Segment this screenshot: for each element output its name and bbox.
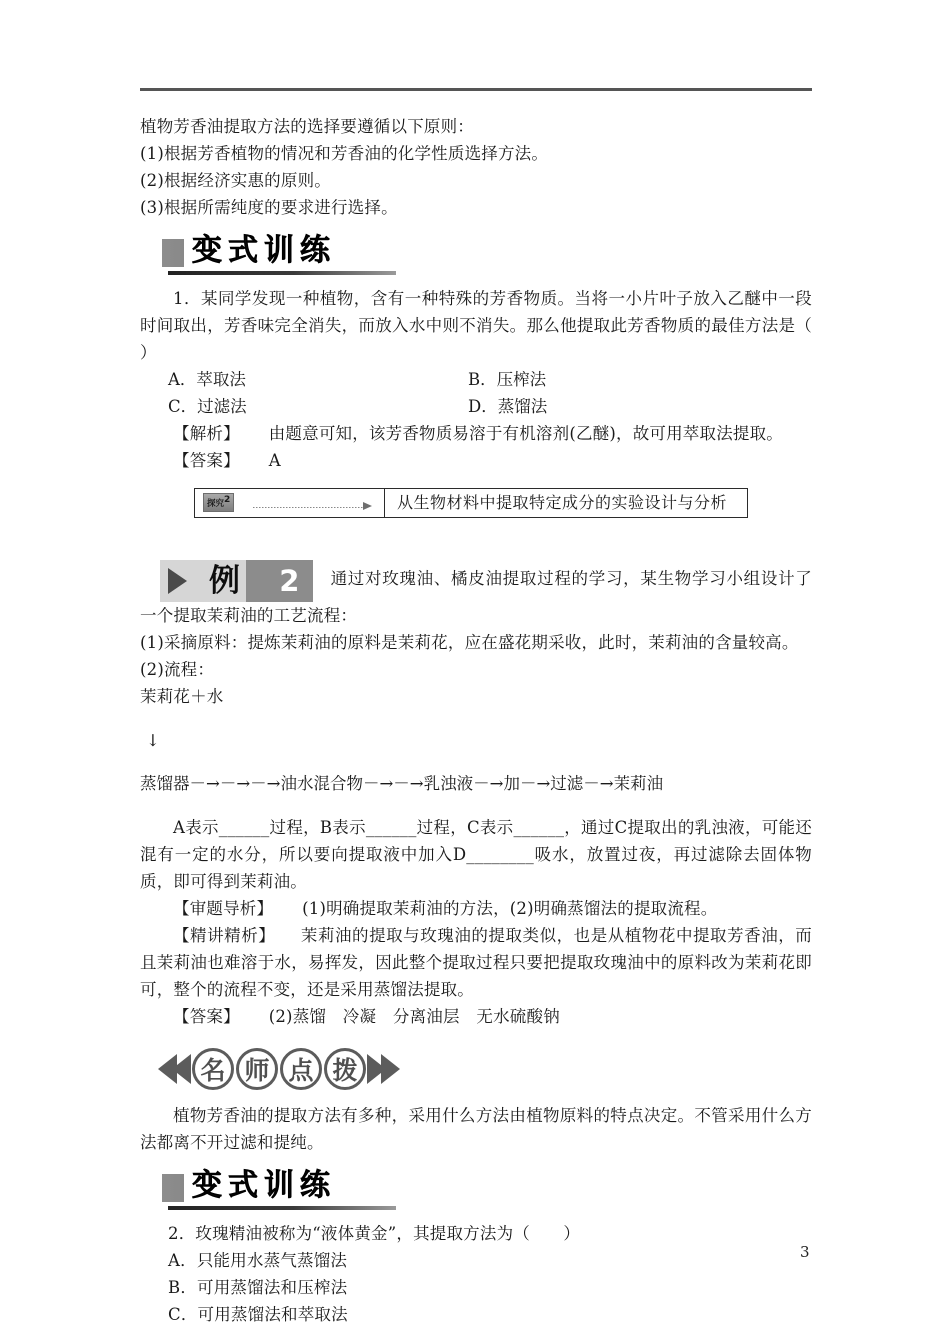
banner-mingshi-diandian [158, 1044, 812, 1094]
example2-lead-text: 通过对玫瑰油、橘皮油提取过程的学习，某生物学习小组设计了一个提取茉莉油的工艺流程： [140, 569, 812, 625]
example2-guide [140, 895, 812, 922]
header-rule [140, 88, 812, 91]
exercise1-option-d: D．蒸馏法 [468, 397, 548, 416]
tanjiu-badge-cell [195, 489, 385, 517]
exercise1-option-c: C．过滤法 [168, 397, 247, 416]
example2-answer [140, 1003, 812, 1030]
double-chevron-right-icon [367, 1054, 400, 1084]
play-triangle-icon [162, 239, 184, 267]
guide-text: (1)明确提取茉莉油的方法，(2)明确蒸馏法的提取流程。 [302, 898, 718, 918]
intro-item-3: (3)根据所需纯度的要求进行选择。 [140, 198, 398, 217]
mingshi-char-1: 名 [192, 1048, 234, 1090]
banner-bianshi-xunlian-2 [162, 1168, 412, 1212]
banner-underline [168, 1206, 396, 1210]
banner-label: 变式训练 [192, 233, 336, 268]
dotted-leader [253, 507, 363, 508]
intro-item-2: (2)根据经济实惠的原则。 [140, 171, 331, 190]
play-triangle-icon [162, 1174, 184, 1202]
mingshi-char-4: 拨 [324, 1048, 366, 1090]
detail-label: 【精讲精析】 [173, 925, 276, 945]
intro-heading: 植物芳香油提取方法的选择要遵循以下原则： [140, 117, 474, 136]
exercise1-option-b: B．压榨法 [468, 370, 547, 389]
banner-bianshi-xunlian-1 [162, 233, 412, 277]
tanjiu-badge-num: 2 [224, 495, 231, 505]
answer-text: A [268, 451, 281, 470]
page-number: 3 [800, 1243, 810, 1261]
banner-label: 变式训练 [192, 1167, 336, 1203]
guide-label: 【审题导析】 [173, 898, 274, 918]
exercise1-option-row-2 [168, 393, 812, 420]
arrow-right-icon [363, 502, 372, 510]
example2-lead-paragraph [140, 560, 812, 629]
tanjiu-title: 从生物材料中提取特定成分的实验设计与分析 [397, 493, 728, 512]
exercise2-question: 2．玫瑰精油被称为“液体黄金”，其提取方法为（ ） [168, 1223, 581, 1243]
example2-badge-left [160, 560, 246, 602]
example2-badge-num: 2 [246, 560, 312, 602]
mingshi-char-2: 师 [236, 1048, 278, 1090]
example2-blank-paragraph: A表示______过程，B表示______过程，C表示______，通过C提取出的乳浊液，可能还混有一定的水分，所以要向提取液中加入D________吸水，放置过夜，再过滤除去固体物质，即可得到茉莉油。 [140, 817, 812, 891]
exercise1-option-row-1 [168, 366, 812, 393]
mingshi-char-3: 点 [280, 1048, 322, 1090]
mingshi-note-text: 植物芳香油的提取方法有多种，采用什么方法由植物原料的特点决定。不管采用什么方法都离不开过滤和提纯。 [140, 1105, 812, 1152]
exercise2-option-b: B．可用蒸馏法和压榨法 [168, 1277, 348, 1297]
exercise1-option-a: A．萃取法 [168, 370, 246, 389]
banner-underline [168, 271, 396, 275]
answer-text: (2)蒸馏 冷凝 分离油层 无水硫酸钠 [268, 1006, 560, 1026]
example2-badge [160, 560, 313, 602]
exercise2-option-a: A．只能用水蒸气蒸馏法 [168, 1250, 348, 1270]
page-content [140, 88, 812, 1328]
example2-step-1: (1)采摘原料：提炼茉莉油的原料是茉莉花，应在盛花期采收，此时，茉莉油的含量较高。 [140, 633, 799, 652]
intro-item-1: (1)根据芳香植物的情况和芳香油的化学性质选择方法。 [140, 144, 549, 163]
exercise1-question: 1．某同学发现一种植物，含有一种特殊的芳香物质。当将一小片叶子放入乙醚中一段时间取出，芳香味完全消失，而放入水中则不消失。那么他提取此芳香物质的最佳方法是（ ） [140, 289, 812, 362]
flow-start-node: 茉莉花＋水 [140, 687, 224, 706]
example2-step-2: (2)流程： [140, 660, 215, 679]
analysis-text: 由题意可知，该芳香物质易溶于有机溶剂(乙醚)，故可用萃取法提取。 [268, 424, 783, 443]
example2-badge-char: 例 [209, 563, 241, 599]
exercise1-answer [140, 447, 812, 474]
double-chevron-left-icon [158, 1054, 191, 1084]
tanjiu-badge-text: 探究 [207, 498, 225, 509]
flow-main-chain: 蒸馏器－→－→－→油水混合物－→－→乳浊液－→加－→过滤－→茉莉油 [140, 774, 664, 793]
detail-text: 茉莉油的提取与玫瑰油的提取类似，也是从植物花中提取芳香油，而且茉莉油也难溶于水，易挥发，因此整个提取过程只要把提取玫瑰油中的原料改为茉莉花即可，整个的流程不变，还是采用蒸馏法提取。 [140, 925, 812, 999]
exercise1-analysis [140, 420, 812, 447]
exercise2-option-c: C．可用蒸馏法和萃取法 [168, 1304, 348, 1324]
answer-label: 【答案】 [173, 451, 240, 470]
answer-label: 【答案】 [173, 1006, 240, 1026]
tanjiu-section-box [194, 488, 748, 518]
play-triangle-icon [168, 568, 187, 594]
flow-down-arrow: ↓ [146, 730, 160, 750]
analysis-label: 【解析】 [173, 424, 240, 443]
example2-detail [140, 922, 812, 1003]
tanjiu-badge [203, 493, 234, 512]
